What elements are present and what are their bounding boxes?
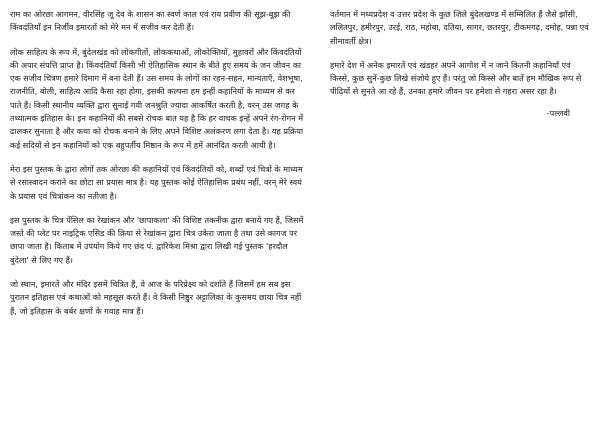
paragraph-folk-literature: लोक साहित्य के रूप में, बुंदेलखंड को लोकगीतों, लोककथाओं, लोकोक्तियों, मुहावरों और किंवदंतियों की अपार संपत्ति प्राप्त है। किंवदंतियाँ किसी भी ऐतिहासिक स्थान के बीते हुए समय के जन जीवन का एक सजीव चित्रण हमारे दिमाग में बना देती हैं। उस समय के लोगों का रहन-सहन, मान्यताएँ, वेशभूषा, राजनीति, बोली, साहित्य आदि कैसा रहा होगा, इसकी कल्पना हम इन्हीं कहानियों के माध्यम से कर पाते हैं। किसी स्थानीय व्यक्ति द्वारा सुनाई गयी जनश्रुति ज्यादा आकर्षित करती है, वरन् उस जगह के तथ्यात्मक इतिहास के। इन कहानियों की सबसे रोचक बात यह है कि हर वाचक इन्हें अपने रंग-रोगन में ढालकर सुनाता है और कथा को रोचक बनाने के लिए अपने विशिष्ट अलंकरण लगा देता है। यह प्रक्रिया कई सदियों से इन कहानियों को एक बहुपर्तीय मिष्ठान के रूप में हमें आनंदित करती आयी है। bbox=[10, 46, 304, 150]
paragraph-bundelkhand-districts: वर्तमान में मध्यप्रदेश व उत्तर प्रदेश के कुछ जिले बुंदेलखण्ड में सम्मिलित हैं जैसे झाँसी, ललितपुर, हमीरपुर, उरई, राठ, महोबा, दतिया, सागर, छतरपुर, टीकमगढ़, दमोह, पन्ना एवं सीमावर्ती क्षेत्र। bbox=[330, 9, 589, 46]
paragraph-book-purpose: मेरा इस पुस्तक के द्वारा लोगों तक ओरछा की कहानियों एवं किंवदंतियों को, शब्दों एवं चित्रों के माध्यम से रसास्वादन कराने का छोटा सा प्रयास मात्र है। यह पुस्तक कोई ऐतिहासिक प्रबंध नहीं, वरन् मेरे स्वयं के प्रयास एवं चित्रांकन का नतीजा है। bbox=[10, 163, 303, 201]
paragraph-illustration-technique: इस पुस्तक के चित्र पेंसिल का रेखांकन और 'छापाकला' की विशिष्ट तकनीक द्वारा बनाये गए हैं, जिसमें जस्ते की प्लेट पर नाइट्रिक एसिड की क्रिया से रेखांकन द्वारा चित्र उकेरा जाता है तथा उसे कागज पर छापा जाता है। किताब में उपयोग किये गए छंद पं. द्वारिकेश मिश्रा द्वारा लिखी गई पुस्तक 'हरदौल बुंदेला' से लिए गए हैं। bbox=[10, 214, 304, 265]
right-text-column bbox=[330, 8, 592, 120]
author-signature: -पल्लवी bbox=[546, 107, 570, 118]
left-text-column bbox=[10, 8, 306, 318]
paragraph-buildings-stories: हमारे देश में अनेक इमारतें एवं खंडहर अपने आगोश में न जाने कितनी कहानियाँ एवं किस्से, कुछ सुनें-कुछ लिखे संजोये हुए हैं। परंतु जो किस्से और बातें हम मौखिक रूप से पीढ़ियों से सुनते आ रहे हैं, उनका हमारे जीवन पर हमेशा से गहरा असर रहा है। bbox=[330, 59, 582, 97]
paragraph-places-depicted: जो स्थान, इमारतें और मंदिर इसमें चित्रित हैं, वे आज के परिप्रेक्ष्य को दर्शाते हैं जिसमें हम सब इस पुरातन इतिहास एवं कथाओं को महसूस करते हैं। वे किसी निष्ठुर अट्टालिका के कुसमय छाया चित्र नहीं हैं, जो इतिहास के बर्बर क्षणों के गवाह मात्र हैं। bbox=[10, 279, 302, 316]
paragraph-orchha-intro: राम का ओरछा आगमन, वीरसिंह जू देव के शासन का स्वर्ण काल एवं राय प्रवीण की सूझ-बूझ की किंवदंतियाँ इन निर्जीव इमारतों को मेरे मन में सजीव कर देती हैं। bbox=[10, 9, 291, 33]
